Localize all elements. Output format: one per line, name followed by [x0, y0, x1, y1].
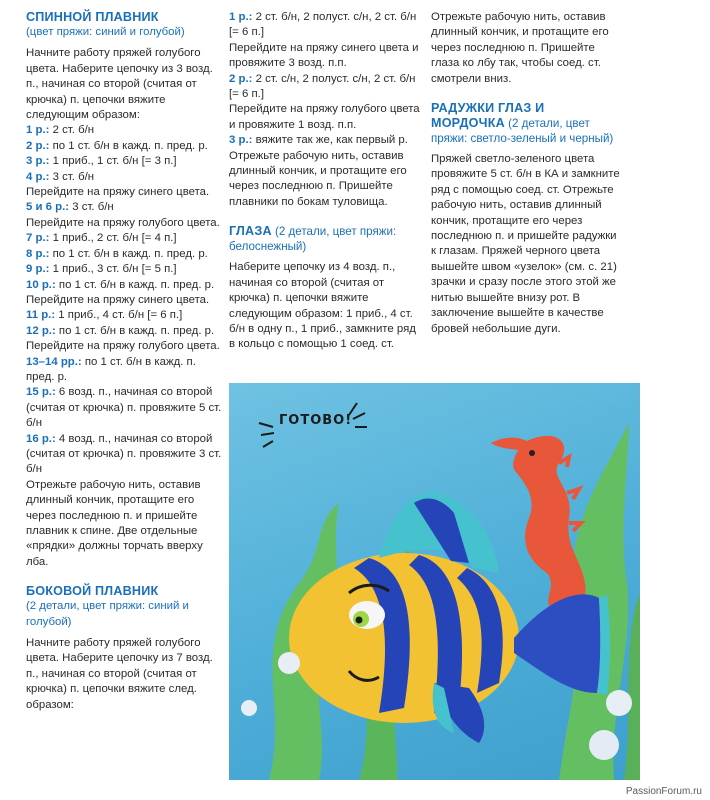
- row-text: Перейдите на пряжу голубого цвета.: [26, 340, 220, 353]
- row-label: 4 р.:: [26, 170, 50, 183]
- dorsal-fin-heading: СПИННОЙ ПЛАВНИК: [26, 10, 159, 24]
- instruction-row: [26, 154, 222, 169]
- row-label: 12 р.:: [26, 324, 56, 337]
- side-fin-outro: Отрежьте рабочую нить, оставив длинный кончик, и протащите его через последнюю п. Пришейте плавники по бокам туловища.: [229, 149, 407, 208]
- column-1: [26, 10, 222, 713]
- row-text: Перейдите на пряжу голубого цвета.: [26, 216, 220, 229]
- pearl-4: [241, 700, 257, 716]
- row-text: 2 ст. б/н, 2 полуст. с/н, 2 ст. б/н [= 6 п.]: [229, 11, 417, 39]
- iris-title: РАДУЖКИ ГЛАЗ И МОРДОЧКА: [431, 101, 545, 131]
- instruction-row: [26, 355, 222, 386]
- fish-photo: [229, 383, 640, 780]
- row-text: 1 приб., 4 ст. б/н [= 6 п.]: [55, 309, 183, 322]
- pearl-3: [589, 730, 619, 760]
- eyes-text: Наберите цепочку из 4 возд. п., начиная со второй (считая от крючка) п. цепочки вяжите следующим образом: 1 приб., 4 ст. б/н в одну п., 1 приб., замкните ряд в кольцо с помощью 1 соед. ст.: [229, 261, 416, 351]
- instruction-row: [26, 308, 222, 323]
- iris-yarn: (2 детали, цвет пряжи: светло-зеленый и черный): [431, 117, 614, 146]
- fish-tail: [514, 594, 600, 693]
- eyes-yarn: (2 детали, цвет пряжи: белоснежный): [229, 225, 397, 254]
- row-text: вяжите так же, как первый р.: [252, 134, 408, 147]
- instruction-row: [26, 200, 222, 215]
- instruction-row: [26, 216, 222, 231]
- instruction-row: [26, 432, 222, 478]
- eyes-heading: [229, 224, 421, 254]
- dorsal-fin-yarn: (цвет пряжи: синий и голубой): [26, 26, 185, 38]
- ready-label: ГОТОВО!: [279, 413, 353, 428]
- row-label: 10 р.:: [26, 278, 56, 291]
- instruction-row: [26, 278, 222, 293]
- instruction-row: [26, 262, 222, 277]
- watermark: PassionForum.ru: [625, 786, 702, 797]
- row-label: 16 р.:: [26, 432, 56, 445]
- row-label: 1 р.:: [229, 11, 253, 23]
- iris-heading: [431, 101, 621, 146]
- dorsal-fin-outro: Отрежьте рабочую нить, оставив длинный кончик, протащите его через последнюю п. и пришейте плавник к спине. Две отдельные «прядки» должны торчать вверху лба.: [26, 478, 203, 568]
- ready-marks-left: [259, 423, 274, 447]
- row-text: 3 ст. б/н: [49, 170, 95, 183]
- row-label: 7 р.:: [26, 232, 50, 245]
- row-text: по 1 ст. б/н в кажд. п. пред. р.: [49, 139, 208, 152]
- instruction-row: [26, 339, 222, 354]
- column-2: [229, 10, 421, 353]
- iris-text: Пряжей светло-зеленого цвета провяжите 5 ст. б/н в КА и замкните ряд с помощью соед. ст. Отрежьте рабочую нить, оставив длинный кончик, протащите его через последнюю п. и пришейте радужки к глазам. Пряжей черного цвета вышейте швом «узелок» (см. с. 21) зрачки и сразу после этого этой же нитью вышейте внизу рот. В заключение вышейте в качестве бровей небольшие дуги.: [431, 153, 620, 335]
- instruction-row: [26, 231, 222, 246]
- row-text: 3 ст. б/н: [69, 201, 114, 214]
- row-label: 3 р.:: [229, 134, 253, 147]
- side-fin-intro: Начните работу пряжей голубого цвета. Наберите цепочку из 7 возд. п., начиная со второй (считая от крючка) п. цепочки вяжите след. образом:: [26, 637, 213, 711]
- row-label: 15 р.:: [26, 386, 56, 399]
- row-text: 2 ст. с/н, 2 полуст. с/н, 2 ст. б/н [= 6 п.]: [229, 72, 416, 101]
- instruction-row: [229, 72, 421, 103]
- instruction-row: [26, 123, 222, 138]
- row-label: 9 р.:: [26, 263, 50, 276]
- seahorse-snout: [491, 438, 527, 451]
- row-label: 8 р.:: [26, 247, 50, 260]
- side-fin-rows: [229, 10, 421, 149]
- instruction-row: [26, 247, 222, 262]
- dorsal-fin-intro: Начните работу пряжей голубого цвета. Наберите цепочку из 3 возд. п., начиная со второй (считая от крючка) п. цепочки вяжите следующим образом:: [26, 47, 213, 122]
- seahorse: [513, 436, 585, 615]
- instruction-row: [26, 293, 222, 308]
- row-text: Перейдите на пряжу синего цвета и провяжите 3 возд. п.п.: [229, 41, 419, 70]
- row-label: 5 и 6 р.:: [26, 201, 70, 214]
- side-fin-heading: БОКОВОЙ ПЛАВНИК: [26, 584, 159, 599]
- instruction-row: [229, 102, 421, 133]
- row-label: 2 р.:: [26, 139, 50, 152]
- row-label: 11 р.:: [26, 309, 56, 322]
- column-3: [431, 10, 621, 337]
- instruction-row: [229, 10, 421, 41]
- eyes-title: ГЛАЗА: [229, 224, 272, 239]
- fish-illustration: [229, 383, 640, 780]
- eyes-outro: Отрежьте рабочую нить, оставив длинный кончик, и протащите его через последнюю п. Пришейте глаза ко лбу так, чтобы соед. ст. смотрели вниз.: [431, 11, 609, 85]
- fish-pupil: [356, 617, 363, 624]
- row-text: по 1 ст. б/н в кажд. п. пред. р.: [26, 355, 196, 383]
- instruction-row: [26, 324, 222, 339]
- row-text: по 1 ст. б/н в кажд. п. пред. р.: [55, 278, 215, 291]
- instruction-row: [229, 41, 421, 72]
- instruction-row: [26, 385, 222, 431]
- row-label: 13–14 рр.:: [26, 355, 82, 368]
- row-text: по 1 ст. б/н в кажд. п. пред. р.: [55, 324, 215, 337]
- row-text: по 1 ст. б/н в кажд. п. пред. р.: [49, 247, 208, 260]
- pearl-1: [278, 652, 300, 674]
- instruction-row: [26, 170, 222, 185]
- row-text: 2 ст. б/н: [49, 124, 95, 137]
- row-text: 6 возд. п., начиная со второй (считая от крючка) п. провяжите 5 ст. б/н: [26, 386, 222, 430]
- row-label: 1 р.:: [26, 124, 50, 137]
- instruction-row: [26, 185, 222, 200]
- row-text: 1 приб., 3 ст. б/н [= 5 п.]: [49, 263, 177, 276]
- row-text: Перейдите на пряжу синего цвета.: [26, 293, 210, 306]
- row-text: 1 приб., 2 ст. б/н [= 4 п.]: [49, 232, 177, 245]
- row-label: 2 р.:: [229, 72, 253, 85]
- row-label: 3 р.:: [26, 155, 50, 168]
- instruction-row: [229, 133, 421, 148]
- row-text: Перейдите на пряжу синего цвета.: [26, 186, 210, 199]
- instruction-row: [26, 139, 222, 154]
- seahorse-eye: [529, 450, 535, 456]
- dorsal-fin-rows: [26, 123, 222, 477]
- side-fin-yarn: (2 детали, цвет пряжи: синий и голубой): [26, 600, 189, 628]
- pearl-2: [606, 690, 632, 716]
- row-text: Перейдите на пряжу голубого цвета и провяжите 1 возд. п.п.: [229, 103, 420, 131]
- row-text: 1 приб., 1 ст. б/н [= 3 п.]: [49, 155, 177, 168]
- row-text: 4 возд. п., начиная со второй (считая от крючка) п. провяжите 3 ст. б/н: [26, 432, 222, 476]
